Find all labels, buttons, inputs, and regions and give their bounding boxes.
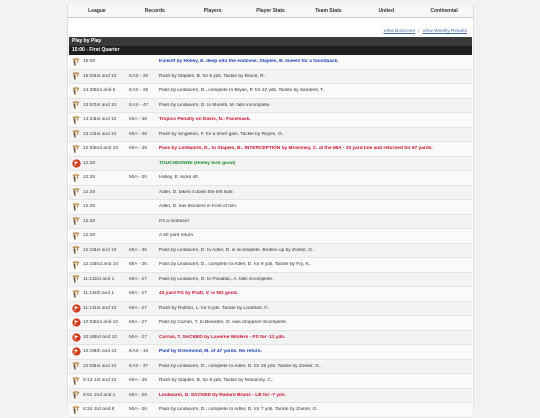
nav-team-stats[interactable]: Team Stats bbox=[315, 8, 342, 14]
play-description: Pass by Lindwurm, D., complete to Adler, D. for 9 yds. Tackle by Fry, K.. bbox=[159, 262, 312, 268]
play-down bbox=[94, 233, 129, 238]
play-meta bbox=[83, 132, 159, 137]
play-down: 1st and 10 bbox=[94, 305, 117, 311]
play-row bbox=[69, 403, 472, 418]
football-icon bbox=[71, 231, 81, 241]
play-down bbox=[94, 161, 129, 166]
play-down bbox=[94, 219, 129, 224]
play-line-of-scrimmage bbox=[129, 204, 152, 209]
nav-continental[interactable]: Continental bbox=[430, 8, 458, 14]
play-time: 12:50 bbox=[83, 146, 96, 152]
result-links bbox=[68, 18, 473, 34]
play-meta bbox=[83, 175, 159, 180]
play-meta bbox=[83, 291, 159, 296]
play-row bbox=[69, 389, 472, 404]
play-line-of-scrimmage bbox=[129, 59, 152, 64]
play-line-of-scrimmage bbox=[129, 233, 152, 238]
play-row bbox=[69, 302, 472, 317]
play-time: 10:09 bbox=[83, 363, 96, 369]
play-description: Pass by Lindwurm, D. to Moretti, M. falls incomplete. bbox=[159, 102, 271, 108]
play-description: Pass by Lindwurm, D., complete to Adler, D. for 25 yds. Tackle by Zoeter, G.. bbox=[159, 363, 322, 369]
play-line-of-scrimmage: MIA - 30 bbox=[129, 175, 147, 181]
play-line-of-scrimmage: MIA - 27 bbox=[129, 276, 147, 282]
flag-icon bbox=[71, 158, 81, 168]
play-down: 1st and 10 bbox=[94, 131, 117, 137]
play-down bbox=[94, 204, 129, 209]
play-description: 44 yard FG by Pratt, V. is NO good. bbox=[159, 291, 238, 297]
top-navigation bbox=[68, 5, 473, 18]
play-description: Pass by Lindwurm, D., to Staples, B.. INTERCEPTION by Mckinney, C. at the MIA - 33 yard line and returned for 67 yards. bbox=[159, 146, 433, 152]
play-time: 12:28 bbox=[83, 175, 96, 181]
play-line-of-scrimmage: MIA - 27 bbox=[129, 320, 147, 326]
play-line-of-scrimmage: EAS - 20 bbox=[129, 73, 149, 79]
play-meta bbox=[83, 233, 159, 238]
quarter-header: 15:00 - First Quarter bbox=[69, 46, 472, 55]
play-row bbox=[69, 258, 472, 273]
play-line-of-scrimmage: MIA - 38 bbox=[129, 378, 147, 384]
play-time: 12:28 bbox=[83, 189, 96, 195]
play-line-of-scrimmage: MIA - 27 bbox=[129, 291, 147, 297]
play-line-of-scrimmage: MIA - 38 bbox=[129, 131, 147, 137]
nav-player-stats[interactable]: Player Stats bbox=[256, 8, 285, 14]
page-container bbox=[67, 5, 474, 413]
football-icon bbox=[71, 260, 81, 270]
play-description: Adler, D. takes it down the left side. bbox=[159, 189, 234, 195]
football-icon bbox=[71, 187, 81, 197]
football-icon bbox=[71, 216, 81, 226]
play-row bbox=[69, 99, 472, 114]
play-row bbox=[69, 186, 472, 201]
play-meta bbox=[83, 364, 159, 369]
flag-icon bbox=[71, 303, 81, 313]
play-row bbox=[69, 229, 472, 244]
football-icon bbox=[71, 173, 81, 183]
play-down: 3rd and 8 bbox=[94, 407, 115, 413]
play-line-of-scrimmage: MIA - 36 bbox=[129, 262, 147, 268]
play-time: 11:14 bbox=[83, 291, 95, 297]
play-time: 8:51 bbox=[83, 392, 93, 398]
play-row bbox=[69, 331, 472, 346]
play-description: Curran, T. SACKED by Laverne Winters - FS for -11 yds. bbox=[159, 334, 286, 340]
play-down: 3rd and 1 bbox=[94, 276, 115, 282]
play-time: 12:28 bbox=[83, 204, 96, 210]
play-down: 4th and 1 bbox=[94, 291, 115, 297]
play-meta bbox=[83, 204, 159, 209]
flag-icon bbox=[71, 318, 81, 328]
play-line-of-scrimmage: MIA - 27 bbox=[129, 334, 147, 340]
football-icon bbox=[71, 144, 81, 154]
play-row bbox=[69, 200, 472, 215]
play-time: 15:00 bbox=[83, 73, 96, 79]
link-separator: | bbox=[418, 29, 420, 34]
play-row bbox=[69, 374, 472, 389]
play-row bbox=[69, 316, 472, 331]
play-line-of-scrimmage: MIA - 36 bbox=[129, 247, 147, 253]
play-meta bbox=[83, 74, 159, 79]
play-description: Holley, E. kicks off. bbox=[159, 175, 200, 181]
play-line-of-scrimmage: EAS - 25 bbox=[129, 88, 149, 94]
nav-league[interactable]: League bbox=[88, 8, 106, 14]
play-row bbox=[69, 84, 472, 99]
play-meta bbox=[83, 59, 159, 64]
play-line-of-scrimmage: MIA - 38 bbox=[129, 117, 147, 123]
play-down: 2nd and 1 bbox=[94, 392, 116, 398]
play-list bbox=[69, 55, 472, 418]
play-time: 12:28 bbox=[83, 218, 96, 224]
football-icon bbox=[71, 376, 81, 386]
play-description: Pass by Curran, T. to Bearden, O. was dropped! Incomplete. bbox=[159, 320, 288, 326]
play-time: 12:28 bbox=[83, 160, 96, 166]
play-description: A 60 yard return. bbox=[159, 233, 195, 239]
play-description: Pass by Lindwurm, D. to Adler, D. is incomplete. Broken up by Zoeter, G.. bbox=[159, 247, 315, 253]
play-row bbox=[69, 360, 472, 375]
play-meta bbox=[83, 161, 159, 166]
play-row bbox=[69, 345, 472, 360]
play-time: 12:16 bbox=[83, 247, 96, 253]
play-meta bbox=[83, 219, 159, 224]
play-row bbox=[69, 287, 472, 302]
play-row bbox=[69, 55, 472, 70]
play-time: 8:34 bbox=[83, 407, 93, 413]
football-icon bbox=[71, 115, 81, 125]
play-description: Pass by Lindwurm, D., complete to Bryan, P. for 22 yds. Tackle by Sanders, T.. bbox=[159, 88, 326, 94]
play-down: 2nd and 10 bbox=[94, 262, 119, 268]
play-down: 2nd and 10 bbox=[94, 146, 119, 152]
play-description: Kickoff by Holley, E. deep into the endzone. Staples, B. kneels for a touchback. bbox=[159, 59, 339, 65]
play-time: 12:28 bbox=[83, 233, 96, 239]
play-down bbox=[94, 190, 129, 195]
play-description: Tropics Penalty on Davis, N.: Facemask. bbox=[159, 117, 251, 123]
play-meta bbox=[83, 277, 159, 282]
football-icon bbox=[71, 274, 81, 284]
play-meta bbox=[83, 248, 159, 253]
play-line-of-scrimmage: EAS - 47 bbox=[129, 102, 149, 108]
play-down bbox=[94, 59, 129, 64]
play-meta bbox=[83, 262, 159, 267]
football-icon bbox=[71, 202, 81, 212]
play-description: Lindwurm, D. SACKED by Ramiro Bruns - LB for -7 yds. bbox=[159, 392, 286, 398]
football-icon bbox=[71, 405, 81, 415]
play-row bbox=[69, 128, 472, 143]
play-meta bbox=[83, 349, 159, 354]
play-line-of-scrimmage: EAS - 37 bbox=[129, 363, 149, 369]
play-down: 2nd and 10 bbox=[94, 320, 119, 326]
play-time: 13:34 bbox=[83, 117, 96, 123]
play-line-of-scrimmage bbox=[129, 219, 152, 224]
play-down: 4th and 21 bbox=[94, 349, 117, 355]
flag-icon bbox=[71, 347, 81, 357]
play-meta bbox=[83, 306, 159, 311]
football-icon bbox=[71, 86, 81, 96]
view-boxscore-link[interactable]: View Boxscore bbox=[383, 29, 416, 34]
play-meta bbox=[83, 103, 159, 108]
play-row bbox=[69, 157, 472, 172]
play-time: 12:10 bbox=[83, 262, 96, 268]
play-description: Pass by Lindwurm, D. to Posaltac, A. falls incomplete. bbox=[159, 276, 274, 282]
play-down: 1st and 10 bbox=[94, 378, 117, 384]
play-time: 10:19 bbox=[83, 349, 96, 355]
play-down: 3rd and 10 bbox=[94, 334, 117, 340]
nav-players[interactable]: Players bbox=[203, 8, 222, 14]
play-line-of-scrimmage: EAS - 16 bbox=[129, 349, 149, 355]
football-icon bbox=[71, 129, 81, 139]
football-icon bbox=[71, 245, 81, 255]
football-icon bbox=[71, 361, 81, 371]
play-line-of-scrimmage bbox=[129, 190, 152, 195]
play-description: Pass by Lindwurm, D., complete to Adler, D. for 7 yds. Tackle by Zoeter, G.. bbox=[159, 407, 319, 413]
football-icon bbox=[71, 100, 81, 110]
football-icon bbox=[71, 289, 81, 299]
play-description: TOUCHDOWN! (Holley kick good) bbox=[159, 160, 236, 166]
play-line-of-scrimmage: MIA - 38 bbox=[129, 146, 147, 152]
play-meta bbox=[83, 407, 159, 412]
play-down: 1st and 10 bbox=[94, 247, 117, 253]
play-row bbox=[69, 113, 472, 128]
play-time: 13:57 bbox=[83, 102, 96, 108]
play-description: Rush by Staples, B. for 9 yds. Tackle by Mckinney, C.. bbox=[159, 378, 274, 384]
nav-united[interactable]: United bbox=[378, 8, 394, 14]
play-meta bbox=[83, 88, 159, 93]
play-down: 1st and 10 bbox=[94, 73, 117, 79]
play-by-play-header: Play by Play bbox=[69, 37, 472, 46]
play-description: Punt by Dresmond, M. of 47 yards. No return. bbox=[159, 349, 262, 355]
play-time: 10:52 bbox=[83, 320, 96, 326]
play-meta bbox=[83, 117, 159, 122]
nav-records[interactable]: Records bbox=[144, 8, 165, 14]
play-description: Rush by Ruffolo, L. for 0 yds. Tackle by Lockhart, F.. bbox=[159, 305, 270, 311]
play-time: 13:12 bbox=[83, 131, 96, 137]
play-time: 14:30 bbox=[83, 88, 96, 94]
play-down bbox=[94, 175, 129, 180]
play-meta bbox=[83, 190, 159, 195]
play-meta bbox=[83, 146, 159, 151]
play-meta bbox=[83, 393, 159, 398]
play-description: Rush by Staples, B. for 5 yds. Tackle by Bruns, R.. bbox=[159, 73, 267, 79]
play-line-of-scrimmage bbox=[129, 161, 152, 166]
play-down: 1st and 10 bbox=[94, 117, 117, 123]
play-down: 1st and 10 bbox=[94, 363, 117, 369]
play-row bbox=[69, 70, 472, 85]
play-row bbox=[69, 244, 472, 259]
play-row bbox=[69, 142, 472, 157]
play-time: 9:13 bbox=[83, 378, 93, 384]
play-time: 10:48 bbox=[83, 334, 96, 340]
play-row bbox=[69, 171, 472, 186]
football-icon bbox=[71, 71, 81, 81]
football-icon bbox=[71, 390, 81, 400]
play-time: 11:21 bbox=[83, 276, 95, 282]
play-meta bbox=[83, 335, 159, 340]
play-row bbox=[69, 273, 472, 288]
play-line-of-scrimmage: MIA - 36 bbox=[129, 407, 147, 413]
play-time: 15:00 bbox=[83, 59, 96, 65]
play-meta bbox=[83, 320, 159, 325]
play-row bbox=[69, 215, 472, 230]
play-down: 1st and 10 bbox=[94, 102, 117, 108]
football-icon bbox=[71, 57, 81, 67]
play-description: Adler, D. has blockers in front of him. bbox=[159, 204, 238, 210]
play-line-of-scrimmage: MIA - 27 bbox=[129, 305, 147, 311]
play-meta bbox=[83, 378, 159, 383]
view-weekly-results-link[interactable]: View Weekly Results bbox=[422, 29, 467, 34]
play-description: Rush by Singleton, F. for a short gain. Tackle by Reyes, O.. bbox=[159, 131, 285, 137]
flag-icon bbox=[71, 332, 81, 342]
play-time: 11:14 bbox=[83, 305, 95, 311]
play-line-of-scrimmage: MIA - 29 bbox=[129, 392, 147, 398]
play-down: 2nd and 5 bbox=[94, 88, 116, 94]
play-description: It's a footrace! bbox=[159, 218, 189, 224]
